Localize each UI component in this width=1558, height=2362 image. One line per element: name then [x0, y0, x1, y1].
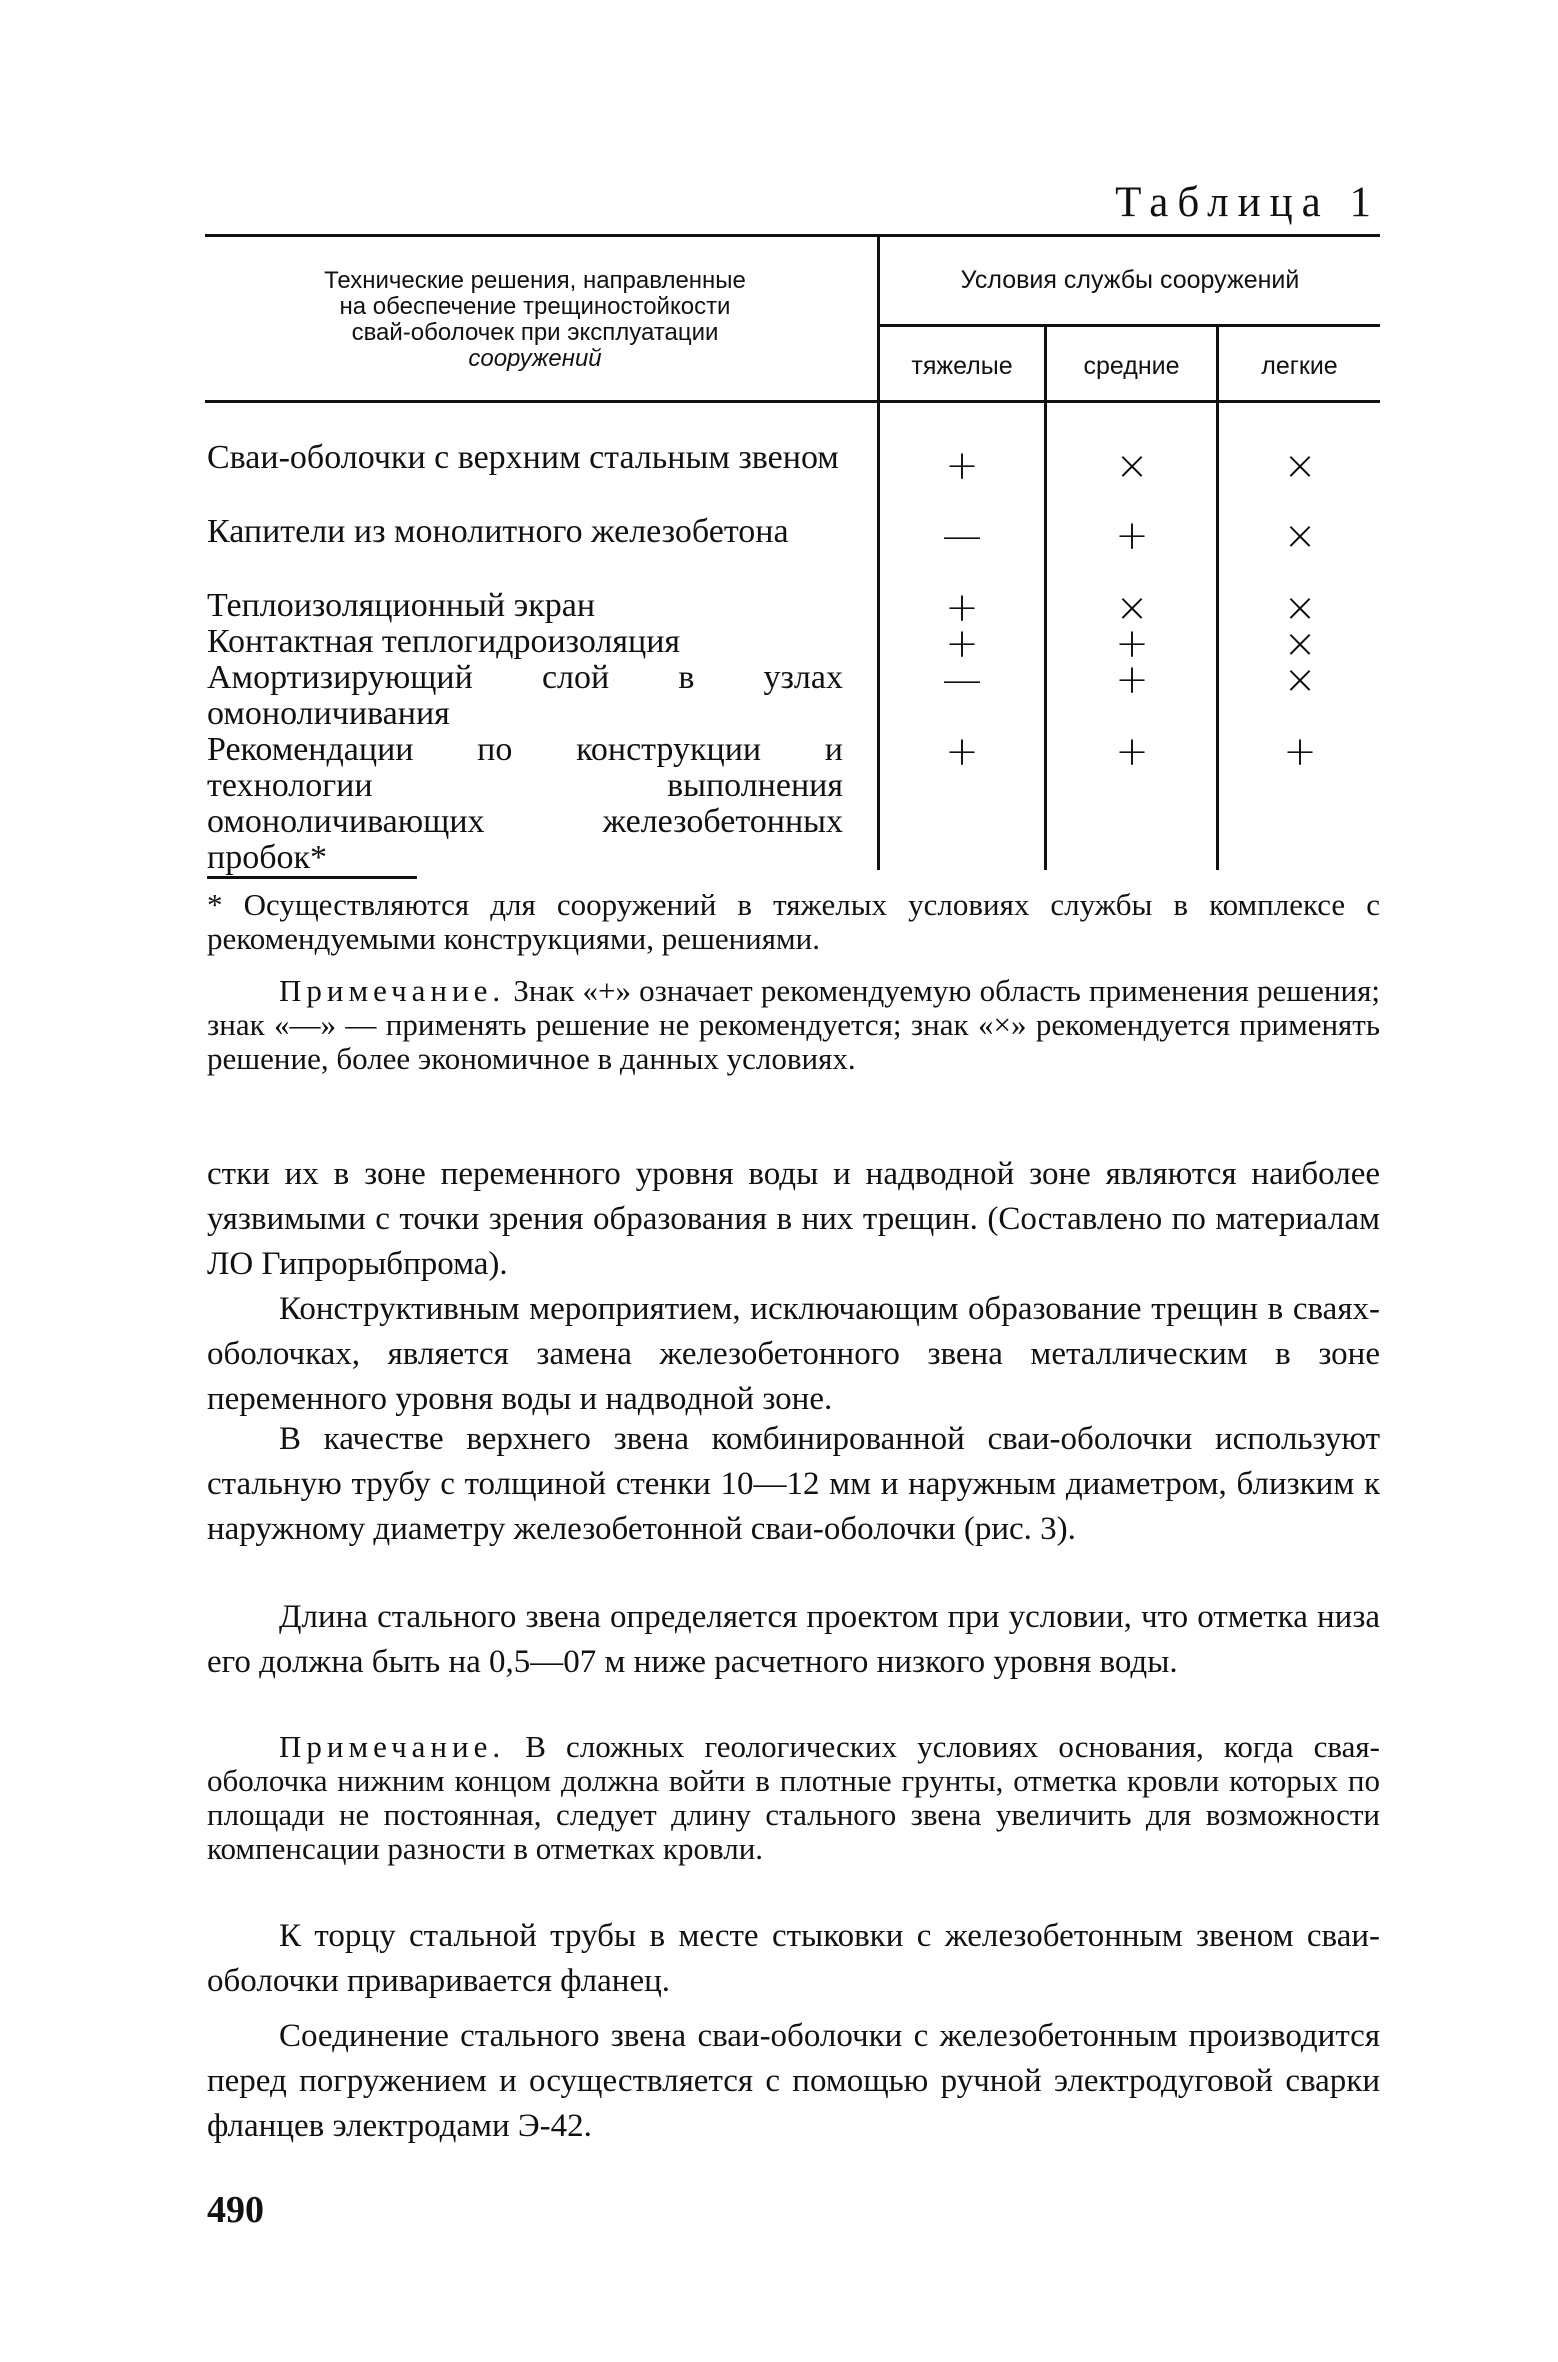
table-row-label: Амортизирующий слой в узлах омоноличивания	[207, 659, 843, 732]
header-group-rule	[878, 324, 1380, 327]
table-row-label: Капители из монолитного железобетона	[207, 513, 789, 550]
column-header-heavy: тяжелые	[911, 352, 1013, 380]
table-cell-mark: +	[1115, 657, 1149, 703]
table-cell-mark: +	[945, 621, 979, 667]
header-line: на обеспечение трещиностойкости	[339, 293, 731, 320]
table-cell-mark: ×	[1283, 513, 1317, 559]
table-column-divider	[1216, 326, 1219, 870]
note-label: Примечание.	[279, 1729, 506, 1764]
column-header-medium: средние	[1083, 352, 1180, 380]
body-paragraph: стки их в зоне переменного уровня воды и надводной зоне являются наиболее уязвимыми с точки зрения образования в них трещин. (Составлено по материалам ЛО Гипрорыбпрома).	[207, 1156, 1380, 1282]
table-cell-mark: —	[942, 657, 982, 703]
table-row-label: Теплоизоляционный экран	[207, 587, 596, 624]
table-cell-mark: ×	[1115, 443, 1149, 489]
table-cell-mark: +	[1115, 621, 1149, 667]
body-paragraph: Конструктивным мероприятием, исключающим образование трещин в сваях-оболочках, является замена железобетонного звена металлическим в зоне переменного уровня воды и надводной зоне.	[207, 1291, 1380, 1417]
table-cell-mark: ×	[1283, 657, 1317, 703]
table-row-label: Контактная теплогидроизоляция	[207, 623, 681, 660]
text-note	[207, 1730, 1380, 1866]
header-bottom-rule	[205, 400, 1380, 403]
header-line: Технические решения, направленные	[324, 267, 746, 294]
table-cell-mark: +	[1115, 729, 1149, 775]
table-cell-mark: +	[945, 729, 979, 775]
table-cell-mark: —	[942, 513, 982, 559]
footnote-rule	[207, 876, 417, 879]
table-footnote: * Осуществляются для сооружений в тяжелых условиях службы в комплексе с рекомендуемыми конструкциями, решениями.	[207, 887, 1380, 956]
table-cell-mark: ×	[1283, 621, 1317, 667]
header-line: свай-оболочек при эксплуатации	[351, 319, 719, 346]
table-caption: Таблица 1	[1115, 179, 1380, 226]
table-cell-mark: +	[945, 443, 979, 489]
note-text: В сложных геологических условиях основания, когда свая-оболочка нижним концом должна войти в плотные грунты, отметка кровли которых по площади не постоянная, следует длину стального звена увеличить для возможности компенсации разности в отметках кровли.	[207, 1729, 1380, 1866]
table-header-conditions: Условия службы сооружений	[960, 266, 1300, 294]
body-paragraph: К торцу стальной трубы в месте стыковки с железобетонным звеном сваи-оболочки приваривается фланец.	[207, 1918, 1380, 1999]
body-paragraph: Длина стального звена определяется проектом при условии, что отметка низа его должна быть на 0,5—07 м ниже расчетного низкого уровня воды.	[207, 1599, 1380, 1680]
body-paragraph: Соединение стального звена сваи-оболочки с железобетонным производится перед погружением и осуществляется с помощью ручной электродуговой сварки фланцев электродами Э-42.	[207, 2018, 1380, 2144]
table-cell-mark: ×	[1283, 443, 1317, 489]
table-header-solutions	[215, 268, 855, 372]
table-row-label: Сваи-оболочки с верхним стальным звеном	[207, 439, 839, 476]
page-number: 490	[207, 2189, 264, 2231]
table-cell-mark: ×	[1115, 585, 1149, 631]
table-cell-mark: +	[1283, 729, 1317, 775]
table-top-rule	[205, 234, 1380, 237]
column-header-light: легкие	[1261, 352, 1338, 380]
table-cell-mark: ×	[1283, 585, 1317, 631]
table-cell-mark: +	[1115, 513, 1149, 559]
table-row-label: Рекомендации по конструкции и технологии выполнения омоноличивающих железобетонных пробок*	[207, 731, 843, 876]
header-line: сооружений	[468, 345, 602, 372]
note-text: Знак «+» означает рекомендуемую область применения решения; знак «—» — применять решение не рекомендуется; знак «×» рекомендуется применять решение, более экономичное в данных условиях.	[207, 973, 1380, 1076]
table-column-divider	[877, 236, 880, 870]
table-column-divider	[1044, 326, 1047, 870]
table-note	[207, 974, 1380, 1076]
table-cell-mark: +	[945, 585, 979, 631]
note-label: Примечание.	[279, 973, 506, 1008]
body-paragraph: В качестве верхнего звена комбинированной сваи-оболочки используют стальную трубу с толщиной стенки 10—12 мм и наружным диаметром, близким к наружному диаметру железобетонной сваи-оболочки (рис. 3).	[207, 1421, 1380, 1547]
